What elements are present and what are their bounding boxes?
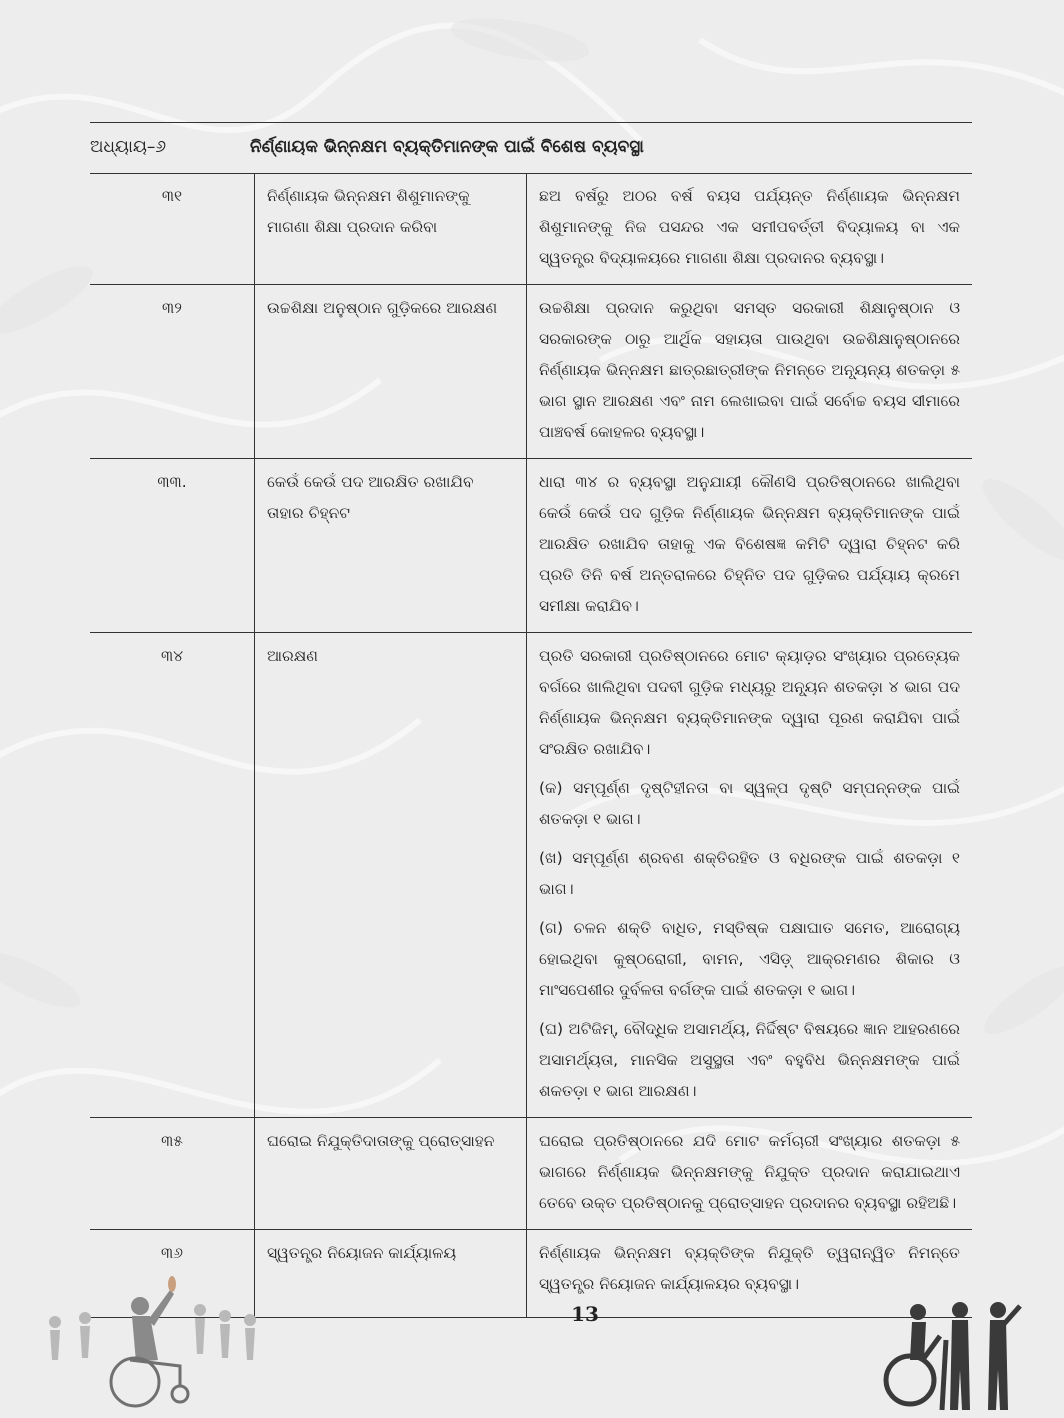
chapter-header: [90, 122, 972, 174]
section-description: [527, 459, 973, 633]
section-number: ୩୬: [90, 1230, 255, 1318]
chapter-title: ନିର୍ଣ୍ଣାୟକ ଭିନ୍ନକ୍ଷମ ବ୍ୟକ୍ତିମାନଙ୍କ ପାଇଁ ବିଶେଷ ବ୍ୟବସ୍ଥା: [250, 137, 644, 157]
wheelchair-crowd-illustration: [40, 1270, 280, 1410]
description-paragraph: ପ୍ରତି ସରକାରୀ ପ୍ରତିଷ୍ଠାନରେ ମୋଟ କ୍ୟାଡ଼ର ସଂଖ୍ୟାର ପ୍ରତ୍ୟେକ ବର୍ଗରେ ଖାଲିଥିବା ପଦବୀ ଗୁଡ଼ିକ ମଧ୍ୟରୁ ଅନ୍ୟୂନ ଶତକଡ଼ା ୪ ଭାଗ ପଦ ନିର୍ଣ୍ଣାୟକ ଭିନ୍ନକ୍ଷମ ବ୍ୟକ୍ତିମାନଙ୍କ ଦ୍ୱାରା ପୂରଣ କରାଯିବା ପାଇଁ ସଂରକ୍ଷିତ ରଖାଯିବ।: [539, 647, 960, 758]
disability-figures-icon: [880, 1300, 1030, 1412]
section-number: ୩୨: [90, 285, 255, 459]
table-row: [90, 633, 972, 1118]
section-title: କେଉଁ କେଉଁ ପଦ ଆରକ୍ଷିତ ରଖାଯିବ ତାହାର ଚିହ୍ନଟ: [255, 459, 527, 633]
description-paragraph: ଉଚ୍ଚଶିକ୍ଷା ପ୍ରଦାନ କରୁଥିବା ସମସ୍ତ ସରକାରୀ ଶିକ୍ଷାନୁଷ୍ଠାନ ଓ ସରକାରଙ୍କ ଠାରୁ ଆର୍ଥିକ ସହାୟତା ପାଉଥିବା ଉଚ୍ଚଶିକ୍ଷାନୁଷ୍ଠାନରେ ନିର୍ଣ୍ଣାୟକ ଭିନ୍ନକ୍ଷମ ଛାତ୍ରଛାତ୍ରୀଙ୍କ ନିମନ୍ତେ ଅନ୍ୟୂନ୍ୟ ଶତକଡ଼ା ୫ ଭାଗ ସ୍ଥାନ ଆରକ୍ଷଣ ଏବଂ ନାମ ଲେଖାଇବା ପାଇଁ ସର୍ବୋଚ୍ଚ ବୟସ ସୀମାରେ ପାଞ୍ଚବର୍ଷ କୋହଳର ବ୍ୟବସ୍ଥା।: [539, 299, 960, 441]
section-title: ନିର୍ଣ୍ଣାୟକ ଭିନ୍ନକ୍ଷମ ଶିଶୁମାନଙ୍କୁ ମାଗଣା ଶିକ୍ଷା ପ୍ରଦାନ କରିବା: [255, 173, 527, 285]
chapter-label: ଅଧ୍ୟାୟ–୬: [90, 137, 167, 157]
table-row: [90, 1118, 972, 1230]
section-title: ଘରୋଇ ନିଯୁକ୍ତିଦାତାଙ୍କୁ ପ୍ରୋତ୍ସାହନ: [255, 1118, 527, 1230]
page-number: 13: [571, 1302, 599, 1326]
description-subclause: (ଖ) ସମ୍ପୂର୍ଣ୍ଣ ଶ୍ରବଣ ଶକ୍ତିରହିତ ଓ ବଧିରଙ୍କ ପାଇଁ ଶତକଡ଼ା ୧ ଭାଗ।: [539, 849, 960, 898]
section-description: [527, 285, 973, 459]
section-description: [527, 633, 973, 1118]
description-paragraph: ଛଅ ବର୍ଷରୁ ଅଠର ବର୍ଷ ବୟସ ପର୍ଯ୍ୟନ୍ତ ନିର୍ଣ୍ଣାୟକ ଭିନ୍ନକ୍ଷମ ଶିଶୁମାନଙ୍କୁ ନିଜ ପସନ୍ଦର ଏକ ସମୀପବର୍ତ୍ତୀ ବିଦ୍ୟାଳୟ ବା ଏକ ସ୍ୱତନ୍ତ୍ର ବିଦ୍ୟାଳୟରେ ମାଗଣା ଶିକ୍ଷା ପ୍ରଦାନର ବ୍ୟବସ୍ଥା।: [539, 187, 960, 267]
section-number: ୩୫: [90, 1118, 255, 1230]
section-number: ୩୪: [90, 633, 255, 1118]
description-paragraph: ଧାରା ୩୪ ର ବ୍ୟବସ୍ଥା ଅନୁଯାୟୀ କୌଣସି ପ୍ରତିଷ୍ଠାନରେ ଖାଲିଥିବା କେଉଁ କେଉଁ ପଦ ଗୁଡ଼ିକ ନିର୍ଣ୍ଣାୟକ ଭିନ୍ନକ୍ଷମ ବ୍ୟକ୍ତିମାନଙ୍କ ପାଇଁ ଆରକ୍ଷିତ ରଖାଯିବ ତାହାକୁ ଏକ ବିଶେଷଜ୍ଞ କମିଟି ଦ୍ୱାରା ଚିହ୍ନଟ କରି ପ୍ରତି ତିନି ବର୍ଷ ଅନ୍ତରାଳରେ ଚିହ୍ନିତ ପଦ ଗୁଡ଼ିକର ପର୍ଯ୍ୟାୟ କ୍ରମେ ସମୀକ୍ଷା କରାଯିବ।: [539, 473, 960, 615]
section-description: [527, 173, 973, 285]
section-title: ଆରକ୍ଷଣ: [255, 633, 527, 1118]
section-title: ଉଚ୍ଚଶିକ୍ଷା ଅନୁଷ୍ଠାନ ଗୁଡ଼ିକରେ ଆରକ୍ଷଣ: [255, 285, 527, 459]
section-description: [527, 1118, 973, 1230]
description-subclause: (ଗ) ଚଳନ ଶକ୍ତି ବାଧିତ, ମସ୍ତିଷ୍କ ପକ୍ଷାଘାତ ସମେତ, ଆରୋଗ୍ୟ ହୋଇଥିବା କୁଷ୍ଠରୋଗୀ, ବାମନ, ଏସିଡ଼୍ ଆକ୍ରମଣର ଶିକାର ଓ ମାଂସପେଶୀର ଦୁର୍ବଳତା ବର୍ଗଙ୍କ ପାଇଁ ଶତକଡ଼ା ୧ ଭାଗ।: [539, 919, 960, 999]
provisions-table: [90, 173, 972, 1318]
table-row: [90, 173, 972, 285]
table-row: [90, 285, 972, 459]
section-number: ୩୩.: [90, 459, 255, 633]
section-number: ୩୧: [90, 173, 255, 285]
description-subclause: (କ) ସମ୍ପୂର୍ଣ୍ଣ ଦୃଷ୍ଟିହୀନତା ବା ସ୍ୱଳ୍ପ ଦୃଷ୍ଟି ସମ୍ପନ୍ନଙ୍କ ପାଇଁ ଶତକଡ଼ା ୧ ଭାଗ।: [539, 779, 960, 828]
description-subclause: (ଘ) ଅଟିଜିମ୍, ବୌଦ୍ଧିକ ଅସାମର୍ଥ୍ୟ, ନିର୍ଦ୍ଦିଷ୍ଟ ବିଷୟରେ ଜ୍ଞାନ ଆହରଣରେ ଅସାମର୍ଥ୍ୟତା, ମାନସିକ ଅସୁସ୍ଥତା ଏବଂ ବହୁବିଧ ଭିନ୍ନକ୍ଷମଙ୍କ ପାଇଁ ଶକତଡ଼ା ୧ ଭାଗ ଆରକ୍ଷଣ।: [539, 1020, 960, 1100]
table-row: [90, 459, 972, 633]
section-title: ସ୍ୱତନ୍ତ୍ର ନିୟୋଜନ କାର୍ଯ୍ୟାଳୟ: [255, 1230, 527, 1318]
description-paragraph: ନିର୍ଣ୍ଣାୟକ ଭିନ୍ନକ୍ଷମ ବ୍ୟକ୍ତିଙ୍କ ନିଯୁକ୍ତି ତ୍ୱରାନ୍ୱିତ ନିମନ୍ତେ ସ୍ୱତନ୍ତ୍ର ନିୟୋଜନ କାର୍ଯ୍ୟାଳୟର ବ୍ୟବସ୍ଥା।: [539, 1244, 960, 1293]
description-paragraph: ଘରୋଇ ପ୍ରତିଷ୍ଠାନରେ ଯଦି ମୋଟ କର୍ମଚାରୀ ସଂଖ୍ୟାର ଶତକଡ଼ା ୫ ଭାଗରେ ନିର୍ଣ୍ଣାୟକ ଭିନ୍ନକ୍ଷମଙ୍କୁ ନିଯୁକ୍ତ ପ୍ରଦାନ କରାଯାଇଥାଏ ତେବେ ଉକ୍ତ ପ୍ରତିଷ୍ଠାନକୁ ପ୍ରୋତ୍ସାହନ ପ୍ରଦାନର ବ୍ୟବସ୍ଥା ରହିଅଛି।: [539, 1132, 960, 1212]
